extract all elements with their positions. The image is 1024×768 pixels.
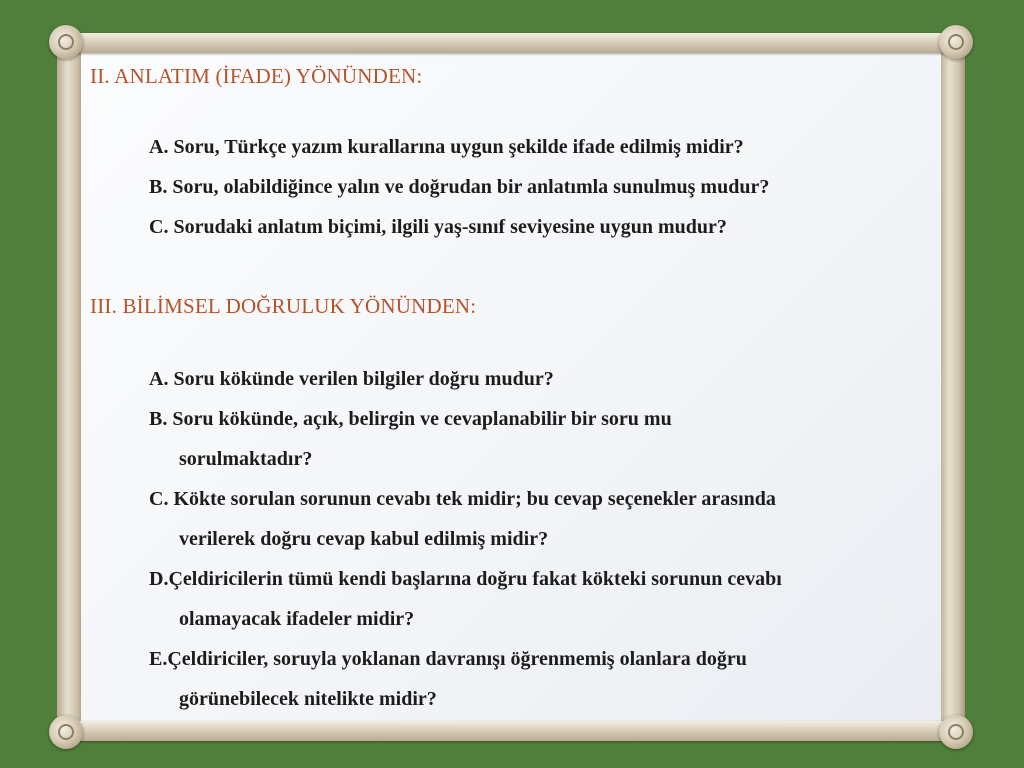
section-heading-bilimsel-dogruluk: III. BİLİMSEL DOĞRULUK YÖNÜNDEN: — [90, 294, 477, 318]
criterion-item: E.Çeldiriciler, soruyla yoklanan davranışı öğrenmemiş olanlara doğru — [149, 648, 747, 670]
criterion-item: B. Soru kökünde, açık, belirgin ve cevaplanabilir bir soru mu — [149, 408, 672, 430]
criterion-item: A. Soru, Türkçe yazım kurallarına uygun şekilde ifade edilmiş midir? — [149, 136, 744, 158]
criterion-item-continuation: görünebilecek nitelikte midir? — [179, 688, 437, 710]
criterion-item-continuation: olamayacak ifadeler midir? — [179, 608, 415, 630]
criterion-item-continuation: sorulmaktadır? — [179, 448, 313, 470]
criterion-item: A. Soru kökünde verilen bilgiler doğru mudur? — [149, 368, 554, 390]
criterion-item-continuation: verilerek doğru cevap kabul edilmiş midir? — [179, 528, 549, 550]
criterion-item: C. Kökte sorulan sorunun cevabı tek midir; bu cevap seçenekler arasında — [149, 488, 776, 510]
criterion-item: C. Sorudaki anlatım biçimi, ilgili yaş-sınıf seviyesine uygun mudur? — [149, 216, 727, 238]
criterion-item: D.Çeldiricilerin tümü kendi başlarına doğru fakat kökteki sorunun cevabı — [149, 568, 782, 590]
criterion-item: B. Soru, olabildiğince yalın ve doğrudan bir anlatımla sunulmuş mudur? — [149, 176, 770, 198]
section-heading-anlatim: II. ANLATIM (İFADE) YÖNÜNDEN: — [90, 64, 423, 88]
